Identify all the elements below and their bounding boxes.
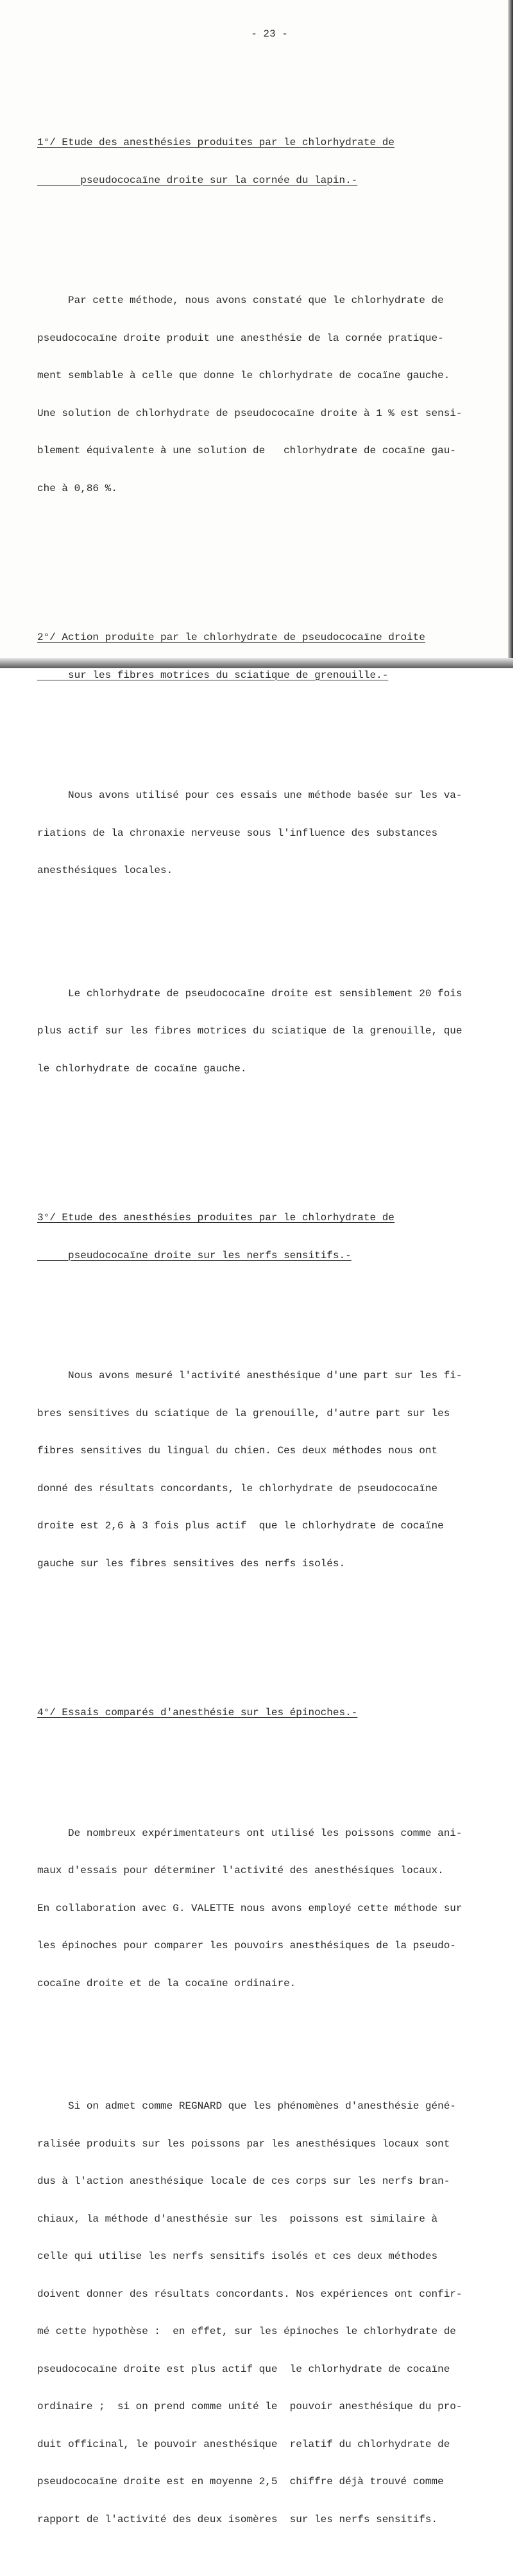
text-line: blement équivalente à une solution de chlorhydrate de cocaïne gau- <box>37 445 456 456</box>
text-line: Le chlorhydrate de pseudococaïne droite est sensiblement 20 fois <box>37 987 462 999</box>
text-line: riations de la chronaxie nerveuse sous l'influence des substances <box>37 827 438 839</box>
heading-line: 4°/ Essais comparés d'anesthésie sur les épinoches.- <box>37 1707 358 1718</box>
text-line: bres sensitives du sciatique de la grenouille, d'autre part sur les <box>37 1407 450 1419</box>
section-1-heading <box>37 112 494 212</box>
text-line: pseudococaïne droite produit une anesthésie de la cornée pratique- <box>37 332 444 344</box>
text-line: duit officinal, le pouvoir anesthésique relatif du chlorhydrate de <box>37 2438 450 2450</box>
text-line: dus à l'action anesthésique locale de ces corps sur les nerfs bran- <box>37 2175 450 2187</box>
section-4-heading <box>37 1682 494 1745</box>
text-line: ralisée produits sur les poissons par les anesthésiques locaux sont <box>37 2138 450 2150</box>
text-line: droite est 2,6 à 3 fois plus actif que le chlorhydrate de cocaïne <box>37 1520 444 1532</box>
text-line: Nous avons utilisé pour ces essais une méthode basée sur les va- <box>37 790 462 801</box>
text-line: doivent donner des résultats concordants. Nos expériences ont confir- <box>37 2288 462 2300</box>
text-line: ment semblable à celle que donne le chlorhydrate de cocaïne gauche. <box>37 370 450 381</box>
heading-line: pseudococaïne droite sur les nerfs sensitifs.- <box>37 1249 352 1261</box>
scan-shadow-right <box>508 0 513 668</box>
heading-line: 2°/ Action produite par le chlorhydrate de pseudococaïne droite <box>37 632 425 643</box>
heading-line: sur les fibres motrices du sciatique de grenouille.- <box>37 669 389 681</box>
text-line: les épinoches pour comparer les pouvoirs anesthésiques de la pseudo- <box>37 1940 456 1951</box>
text-line: plus actif sur les fibres motrices du sciatique de la grenouille, que <box>37 1025 462 1037</box>
text-line: le chlorhydrate de cocaïne gauche. <box>37 1062 247 1075</box>
text-line: gauche sur les fibres sensitives des nerfs isolés. <box>37 1557 346 1569</box>
text-line: Par cette méthode, nous avons constaté que le chlorhydrate de <box>37 295 444 306</box>
text-line: rapport de l'activité des deux isomères sur les nerfs sensitifs. <box>37 2513 438 2525</box>
section-4-paragraph-2 <box>37 2075 494 2551</box>
text-line: De nombreux expérimentateurs ont utilisé les poissons comme ani- <box>37 1827 462 1839</box>
text-line: ordinaire ; si on prend comme unité le pouvoir anesthésique du pro- <box>37 2401 462 2412</box>
text-line: Une solution de chlorhydrate de pseudococaïne droite à 1 % est sensi- <box>37 407 462 419</box>
section-4-paragraph-1 <box>37 1802 494 2016</box>
text-line: Nous avons mesuré l'activité anesthésique d'une part sur les fi- <box>37 1370 462 1381</box>
text-line: En collaboration avec G. VALETTE nous avons employé cette méthode sur <box>37 1902 462 1914</box>
section-1-paragraph-1 <box>37 270 494 520</box>
section-2-paragraph-1 <box>37 765 494 903</box>
document-body <box>37 62 494 2576</box>
text-line: donné des résultats concordants, le chlorhydrate de pseudococaïne <box>37 1482 438 1494</box>
section-3-heading <box>37 1187 494 1287</box>
text-line: Si on admet comme REGNARD que les phénomènes d'anesthésie géné- <box>37 2100 456 2112</box>
section-2-heading <box>37 607 494 707</box>
section-2-paragraph-2 <box>37 963 494 1101</box>
text-line: fibres sensitives du lingual du chien. Ces deux méthodes nous ont <box>37 1445 438 1457</box>
text-line: pseudococaïne droite est en moyenne 2,5 chiffre déjà trouvé comme <box>37 2476 444 2487</box>
text-line: chiaux, la méthode d'anesthésie sur les poissons est similaire à <box>37 2213 438 2225</box>
text-line: che à 0,86 %. <box>37 482 117 494</box>
text-line: cocaïne droite et de la cocaïne ordinaire. <box>37 1977 296 1989</box>
text-line: maux d'essais pour déterminer l'activité des anesthésiques locaux. <box>37 1865 444 1876</box>
heading-line: pseudococaïne droite sur la cornée du lapin.- <box>37 174 358 186</box>
text-line: anesthésiques locales. <box>37 865 173 876</box>
heading-line: 1°/ Etude des anesthésies produites par le chlorhydrate de <box>37 137 394 148</box>
section-3-paragraph-1 <box>37 1345 494 1595</box>
text-line: pseudococaïne droite est plus actif que le chlorhydrate de cocaïne <box>37 2363 450 2375</box>
heading-line: 3°/ Etude des anesthésies produites par le chlorhydrate de <box>37 1212 394 1223</box>
text-line: mé cette hypothèse : en effet, sur les épinoches le chlorhydrate de <box>37 2326 456 2337</box>
text-line: celle qui utilise les nerfs sensitifs isolés et ces deux méthodes <box>37 2251 438 2262</box>
scan-shadow-bottom <box>0 658 513 668</box>
page-number: - 23 - <box>251 28 288 40</box>
